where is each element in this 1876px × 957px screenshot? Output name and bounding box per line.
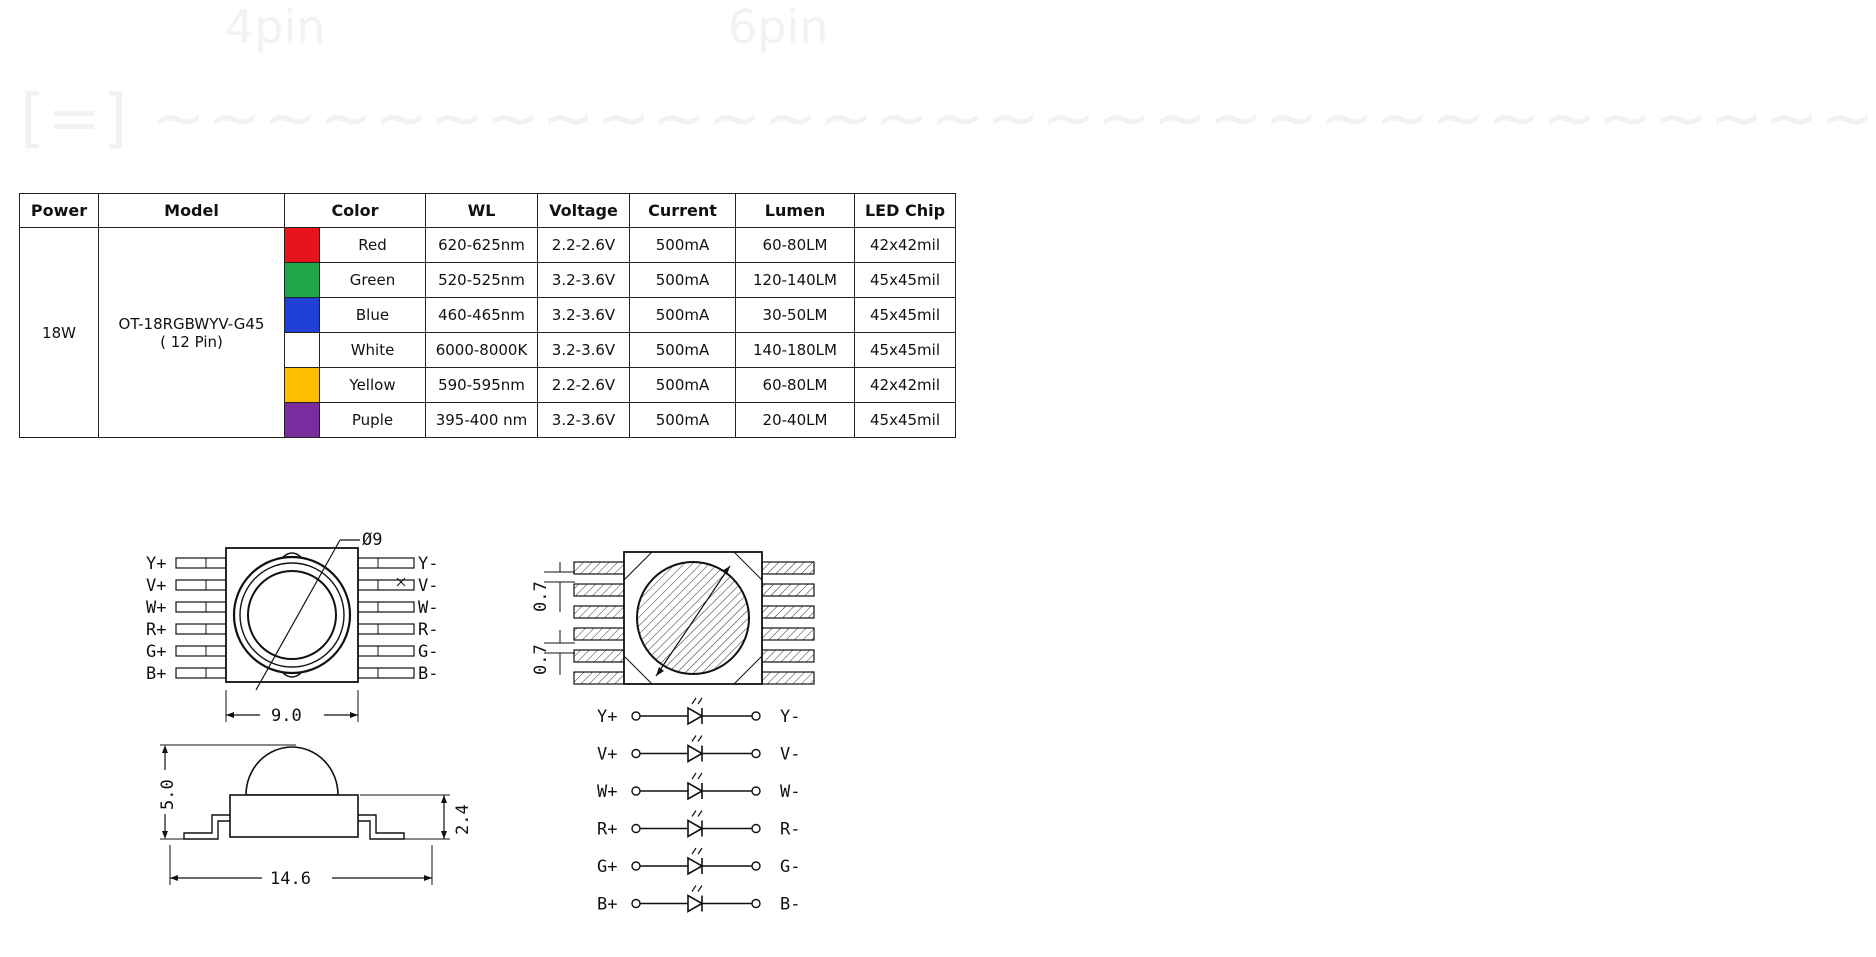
header-current: Current	[630, 194, 736, 228]
chip-cell: 42x42mil	[855, 228, 956, 263]
top-pin-label-right: R-	[418, 620, 439, 640]
color-name: Puple	[320, 403, 426, 438]
wl-cell: 460-465nm	[426, 298, 538, 333]
led-diode-icon	[688, 848, 702, 874]
current-cell: 500mA	[630, 228, 736, 263]
model-name: OT-18RGBWYV-G45	[118, 314, 265, 333]
circuit-cathode-label: R-	[780, 819, 801, 840]
top-pin-right	[358, 558, 414, 568]
circuit-cathode-label: W-	[780, 782, 801, 802]
circuit-anode-label: V+	[597, 744, 618, 765]
circuit-terminal	[752, 900, 760, 908]
top-pin-right	[358, 580, 414, 590]
current-cell: 500mA	[630, 368, 736, 403]
color-name: Blue	[320, 298, 426, 333]
side-lead-left	[184, 815, 230, 839]
top-view-right-pins	[358, 554, 438, 684]
header-lumen: Lumen	[736, 194, 855, 228]
lumen-cell: 140-180LM	[736, 333, 855, 368]
circuit-cathode-label: Y-	[780, 707, 801, 727]
lumen-cell: 20-40LM	[736, 403, 855, 438]
pitch-label-bottom: 0.7	[531, 644, 551, 675]
top-pin-label-right: W-	[418, 598, 439, 618]
package-body	[226, 548, 358, 682]
faded-heading-4pin: 4pin	[225, 0, 326, 54]
circuit-terminal	[752, 862, 760, 870]
faded-drawing-strip: [=] ~~~~~~~~~~~~~~~~~~~~~~~~~~~~~~~	[20, 82, 1876, 156]
top-pin-left	[176, 624, 226, 634]
circuit-anode-label: R+	[597, 819, 618, 840]
top-pin-label-right: B-	[418, 664, 439, 684]
thermal-pad	[637, 562, 749, 674]
voltage-cell: 3.2-3.6V	[538, 263, 630, 298]
top-pin-label-left: R+	[146, 620, 167, 640]
led-diode-icon	[688, 811, 702, 837]
header-power: Power	[20, 194, 99, 228]
circuit-terminal	[632, 900, 640, 908]
circuit-anode-label: Y+	[597, 707, 618, 727]
color-name: White	[320, 333, 426, 368]
lumen-cell: 60-80LM	[736, 368, 855, 403]
wl-cell: 620-625nm	[426, 228, 538, 263]
chip-cell: 42x42mil	[855, 368, 956, 403]
top-pin-label-right: G-	[418, 642, 439, 662]
bottom-view	[531, 552, 814, 684]
circuit-anode-label: G+	[597, 857, 618, 877]
pin-circuit-diagram	[597, 698, 800, 915]
wl-cell: 395-400 nm	[426, 403, 538, 438]
top-pin-left	[176, 646, 226, 656]
header-wl: WL	[426, 194, 538, 228]
led-diode-icon	[688, 773, 702, 799]
color-name: Yellow	[320, 368, 426, 403]
top-pin-right	[358, 624, 414, 634]
model-pins: ( 12 Pin)	[160, 332, 223, 351]
color-name: Green	[320, 263, 426, 298]
bottom-pad-right	[762, 628, 814, 640]
side-body	[230, 795, 358, 837]
bottom-pad-right	[762, 650, 814, 662]
top-pin-left	[176, 580, 226, 590]
bottom-pad-left	[574, 628, 624, 640]
circuit-terminal	[632, 825, 640, 833]
top-view	[146, 530, 438, 726]
voltage-cell: 2.2-2.6V	[538, 228, 630, 263]
bottom-pad-right	[762, 672, 814, 684]
current-cell: 500mA	[630, 298, 736, 333]
voltage-cell: 3.2-3.6V	[538, 403, 630, 438]
top-pin-label-right: V-	[418, 576, 439, 596]
width-label: 9.0	[271, 706, 302, 726]
top-pin-left	[176, 602, 226, 612]
top-pin-right	[358, 646, 414, 656]
chip-cell: 45x45mil	[855, 263, 956, 298]
bottom-pad-left	[574, 650, 624, 662]
circuit-terminal	[752, 787, 760, 795]
bottom-pad-right	[762, 562, 814, 574]
lumen-cell: 120-140LM	[736, 263, 855, 298]
chip-cell: 45x45mil	[855, 298, 956, 333]
length-label: 14.6	[270, 869, 311, 889]
lumen-cell: 60-80LM	[736, 228, 855, 263]
circuit-anode-label: W+	[597, 782, 618, 802]
base-height-label: 2.4	[453, 804, 473, 835]
circuit-terminal	[632, 750, 640, 758]
power-cell: 18W	[20, 228, 99, 438]
led-diode-icon	[688, 886, 702, 912]
bottom-pad-left	[574, 672, 624, 684]
voltage-cell: 3.2-3.6V	[538, 333, 630, 368]
lumen-cell: 30-50LM	[736, 298, 855, 333]
top-pin-right	[358, 602, 414, 612]
top-pin-label-left: B+	[146, 664, 167, 684]
faded-heading-6pin: 6pin	[728, 0, 829, 54]
top-pin-label-left: G+	[146, 642, 167, 662]
side-view	[158, 745, 473, 889]
diameter-label: Ø9	[362, 530, 383, 550]
chip-cell: 45x45mil	[855, 403, 956, 438]
side-lead-right	[358, 815, 404, 839]
bottom-pad-left	[574, 562, 624, 574]
voltage-cell: 3.2-3.6V	[538, 298, 630, 333]
wl-cell: 520-525nm	[426, 263, 538, 298]
height-label: 5.0	[158, 779, 178, 810]
circuit-anode-label: B+	[597, 894, 618, 915]
bottom-pad-left	[574, 584, 624, 596]
circuit-terminal	[752, 825, 760, 833]
top-pin-label-left: W+	[146, 598, 167, 618]
wl-cell: 590-595nm	[426, 368, 538, 403]
circuit-terminal	[632, 712, 640, 720]
circuit-cathode-label: G-	[780, 857, 801, 877]
pitch-label-top: 0.7	[531, 581, 551, 612]
circuit-cathode-label: V-	[780, 744, 801, 765]
current-cell: 500mA	[630, 403, 736, 438]
chip-cell: 45x45mil	[855, 333, 956, 368]
bottom-pad-right	[762, 584, 814, 596]
voltage-cell: 2.2-2.6V	[538, 368, 630, 403]
top-pin-label-right: Y-	[418, 554, 439, 574]
header-color: Color	[285, 194, 426, 228]
current-cell: 500mA	[630, 263, 736, 298]
header-model: Model	[99, 194, 285, 228]
current-cell: 500mA	[630, 333, 736, 368]
header-voltage: Voltage	[538, 194, 630, 228]
circuit-terminal	[632, 787, 640, 795]
dome-lens	[246, 747, 338, 795]
bottom-pad-right	[762, 606, 814, 618]
header-led-chip: LED Chip	[855, 194, 956, 228]
led-diode-icon	[688, 736, 702, 762]
circuit-terminal	[752, 750, 760, 758]
circuit-terminal	[632, 862, 640, 870]
top-pin-label-left: Y+	[146, 554, 167, 574]
circuit-cathode-label: B-	[780, 894, 801, 915]
top-pin-left	[176, 558, 226, 568]
color-name: Red	[320, 228, 426, 263]
wl-cell: 6000-8000K	[426, 333, 538, 368]
top-pin-right	[358, 668, 414, 678]
led-diode-icon	[688, 698, 702, 724]
top-view-left-pins	[146, 554, 226, 684]
top-pin-left	[176, 668, 226, 678]
bottom-pad-left	[574, 606, 624, 618]
circuit-terminal	[752, 712, 760, 720]
top-pin-label-left: V+	[146, 576, 167, 596]
